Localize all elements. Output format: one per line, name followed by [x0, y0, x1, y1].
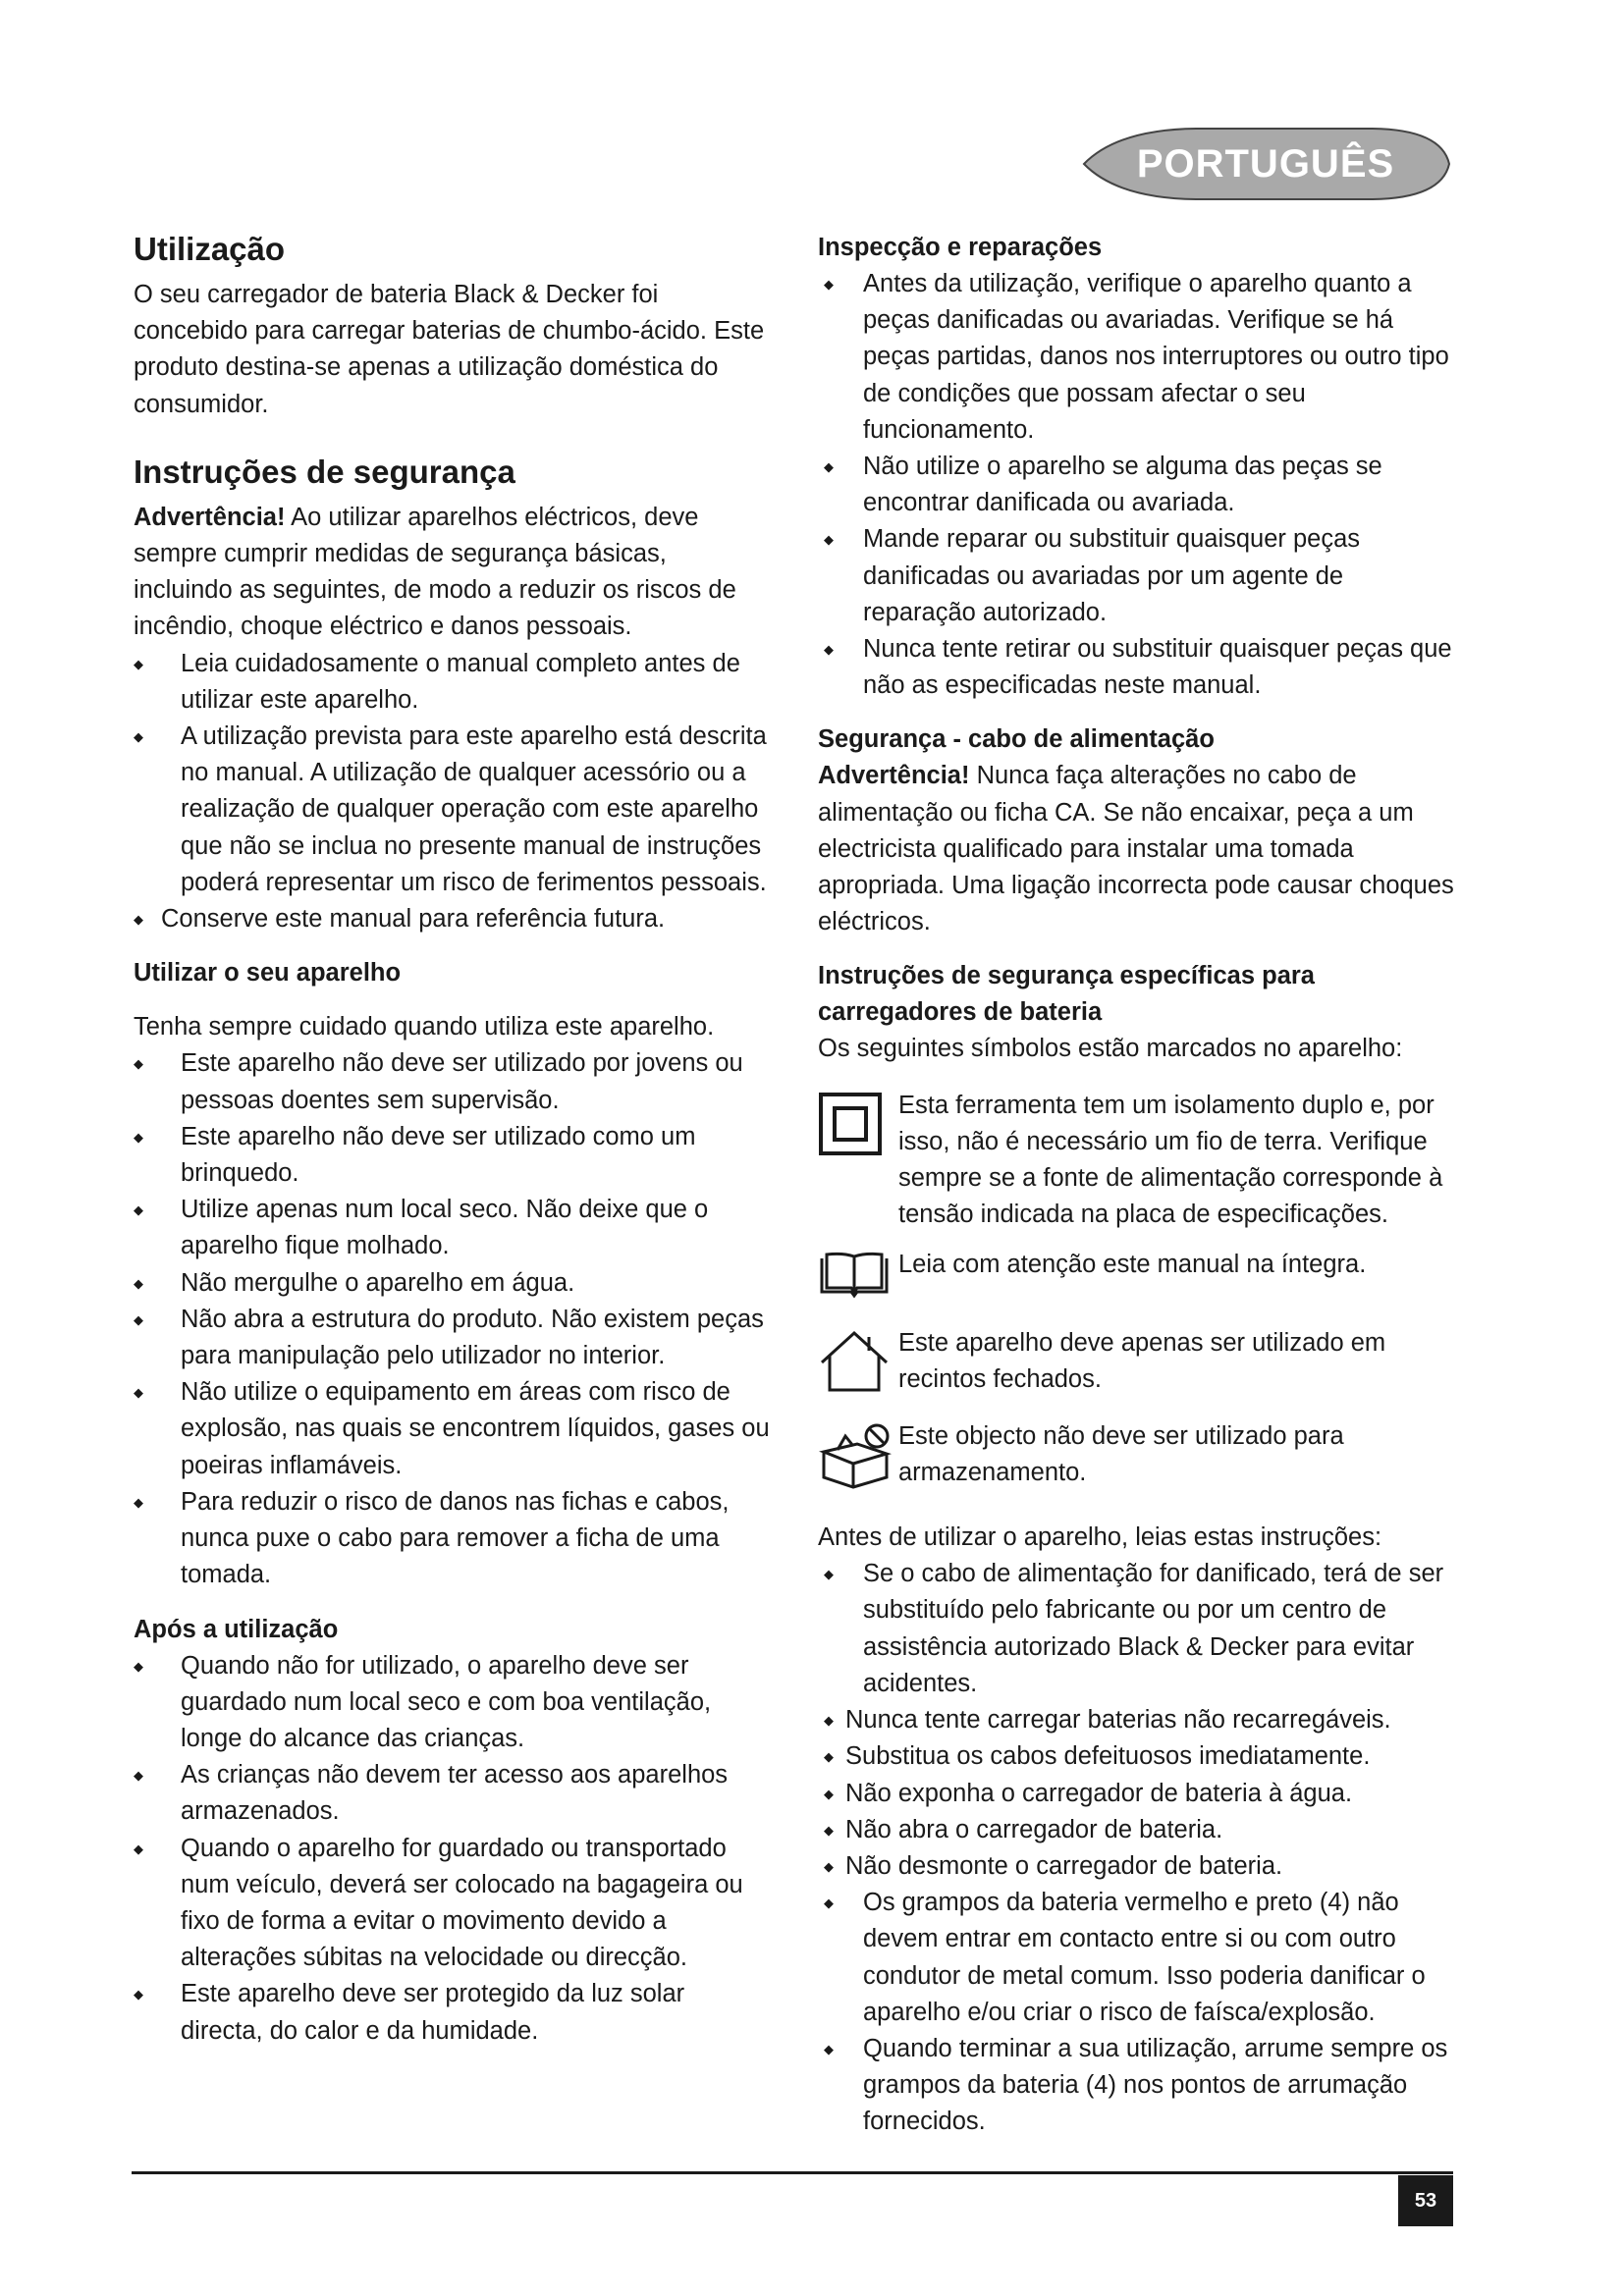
list-item: ◆ Não utilize o equipamento em áreas com risco de explosão, nas quais se encontrem líquidos, gases ou poeiras inflamáveis. — [134, 1374, 772, 1484]
language-tab — [1078, 126, 1453, 202]
list-item: ◆ Não abra a estrutura do produto. Não existem peças para manipulação pelo utilizador no interior. — [134, 1302, 772, 1374]
no-storage-icon — [818, 1418, 898, 1502]
indoor-use-icon — [818, 1325, 898, 1405]
list-item: ◆ Quando terminar a sua utilização, arrume sempre os grampos da bateria (4) nos pontos de arrumação fornecidos. — [818, 2031, 1456, 2141]
list-item: ◆ Nunca tente carregar baterias não recarregáveis. — [818, 1702, 1456, 1738]
list-item: ◆ Não mergulhe o aparelho em água. — [134, 1265, 772, 1302]
list-item: ◆ Utilize apenas num local seco. Não deixe que o aparelho fique molhado. — [134, 1192, 772, 1264]
list-item: ◆ Se o cabo de alimentação for danificado, terá de ser substituído pelo fabricante ou por um centro de assistência autorizado Black & Decker para evitar acidentes. — [818, 1556, 1456, 1702]
cabo-title: Segurança - cabo de alimentação — [818, 725, 1215, 754]
warning-text: Nunca faça alterações no cabo de alimentação ou ficha CA. Se não encaixar, peça a um electricista qualificado para instalar uma tomada apropriada. Uma ligação incorrecta pode causar choques eléctricos. — [818, 762, 1454, 936]
list-item: ◆ Não abra o carregador de bateria. — [818, 1812, 1456, 1848]
language-label: PORTUGUÊS — [1136, 142, 1395, 186]
list-item: ◆ Para reduzir o risco de danos nas fichas e cabos, nunca puxe o cabo para remover a ficha de uma tomada. — [134, 1484, 772, 1594]
before-intro: Antes de utilizar o aparelho, leias estas instruções: — [818, 1523, 1382, 1552]
symbol-row — [818, 1418, 1456, 1502]
seguranca-list — [134, 646, 772, 938]
inspeccao-title: Inspecção e reparações — [818, 234, 1103, 261]
inspeccao-list — [818, 266, 1456, 704]
list-item: ◆ Este aparelho não deve ser utilizado por jovens ou pessoas doentes sem supervisão. — [134, 1045, 772, 1118]
list-item: ◆ Mande reparar ou substituir quaisquer peças danificadas ou avariadas por um agente de reparação autorizado. — [818, 521, 1456, 631]
utilizacao-text: O seu carregador de bateria Black & Decker foi concebido para carregar baterias de chumbo-ácido. Este produto destina-se apenas a utilização doméstica do consumidor. — [134, 281, 765, 418]
warning-label: Advertência! — [134, 503, 286, 531]
charger-list — [818, 1556, 1456, 2140]
warning-text: Ao utilizar aparelhos eléctricos, deve sempre cumprir medidas de segurança básicas, incluindo as seguintes, de modo a reduzir os riscos de incêndio, choque eléctrico e danos pessoais. — [134, 503, 736, 641]
cabo-warning — [818, 758, 1456, 940]
list-item: ◆ Não exponha o carregador de bateria à água. — [818, 1776, 1456, 1812]
symbol-row — [818, 1088, 1456, 1234]
left-column — [134, 230, 772, 2050]
apos-list — [134, 1648, 772, 2050]
seguranca-title: Instruções de segurança — [134, 453, 515, 490]
warning-label: Advertência! — [818, 762, 970, 790]
list-item: ◆ Antes da utilização, verifique o aparelho quanto a peças danificadas ou avariadas. Verifique se há peças partidas, danos nos interruptores ou outro tipo de condições que possam afectar o seu funcionamento. — [818, 266, 1456, 449]
list-item: ◆ Este aparelho deve ser protegido da luz solar directa, do calor e da humidade. — [134, 1976, 772, 2049]
read-manual-icon — [818, 1247, 898, 1310]
list-item: ◆ Leia cuidadosamente o manual completo antes de utilizar este aparelho. — [134, 646, 772, 719]
symbol-text: Esta ferramenta tem um isolamento duplo e, por isso, não é necessário um fio de terra. Verifique sempre se a fonte de alimentação corresponde à tensão indicada na placa de especificações. — [898, 1091, 1443, 1229]
list-item: ◆ Quando o aparelho for guardado ou transportado num veículo, deverá ser colocado na bagageira ou fixo de forma a evitar o movimento devido a alterações súbitas na velocidade ou direcção. — [134, 1831, 772, 1977]
seguranca-warning — [134, 500, 772, 646]
list-item: ◆ A utilização prevista para este aparelho está descrita no manual. A utilização de qualquer acessório ou a realização de qualquer operação com este aparelho que não se inclua no presente manual de instruções poderá representar um risco de ferimentos pessoais. — [134, 719, 772, 901]
list-item: ◆ Os grampos da bateria vermelho e preto (4) não devem entrar em contacto entre si ou com outro condutor de metal comum. Isso poderia danificar o aparelho e/ou criar o risco de faísca/explosão. — [818, 1885, 1456, 2031]
symbol-row — [818, 1247, 1456, 1310]
utilizar-intro: Tenha sempre cuidado quando utiliza este aparelho. — [134, 1013, 715, 1041]
symbol-text: Este objecto não deve ser utilizado para armazenamento. — [898, 1421, 1344, 1487]
utilizar-list — [134, 1045, 772, 1593]
symbol-text: Leia com atenção este manual na íntegra. — [898, 1251, 1367, 1279]
list-item: ◆ Este aparelho não deve ser utilizado como um brinquedo. — [134, 1119, 772, 1192]
list-item: ◆ Não desmonte o carregador de bateria. — [818, 1848, 1456, 1885]
especificas-intro: Os seguintes símbolos estão marcados no aparelho: — [818, 1035, 1403, 1063]
list-item: ◆ Quando não for utilizado, o aparelho deve ser guardado num local seco e com boa ventilação, longe do alcance das crianças. — [134, 1648, 772, 1758]
page-number: 53 — [1398, 2175, 1453, 2226]
list-item: ◆ Substitua os cabos defeituosos imediatamente. — [818, 1738, 1456, 1775]
symbol-row — [818, 1325, 1456, 1405]
list-item: ◆ As crianças não devem ter acesso aos aparelhos armazenados. — [134, 1757, 772, 1830]
list-item: ◆ Nunca tente retirar ou substituir quaisquer peças que não as especificadas neste manual. — [818, 631, 1456, 704]
utilizar-title: Utilizar o seu aparelho — [134, 959, 402, 988]
double-insulation-icon — [818, 1088, 898, 1167]
list-item: ◆ Não utilize o aparelho se alguma das peças se encontrar danificada ou avariada. — [818, 449, 1456, 521]
symbol-text: Este aparelho deve apenas ser utilizado em recintos fechados. — [898, 1328, 1386, 1393]
utilizacao-title: Utilização — [134, 231, 286, 267]
apos-title: Após a utilização — [134, 1615, 339, 1643]
footer-rule — [132, 2171, 1453, 2174]
right-column — [818, 230, 1456, 2141]
list-item: ◆ Conserve este manual para referência futura. — [134, 901, 772, 937]
especificas-title: Instruções de segurança específicas para carregadores de bateria — [818, 962, 1315, 1027]
